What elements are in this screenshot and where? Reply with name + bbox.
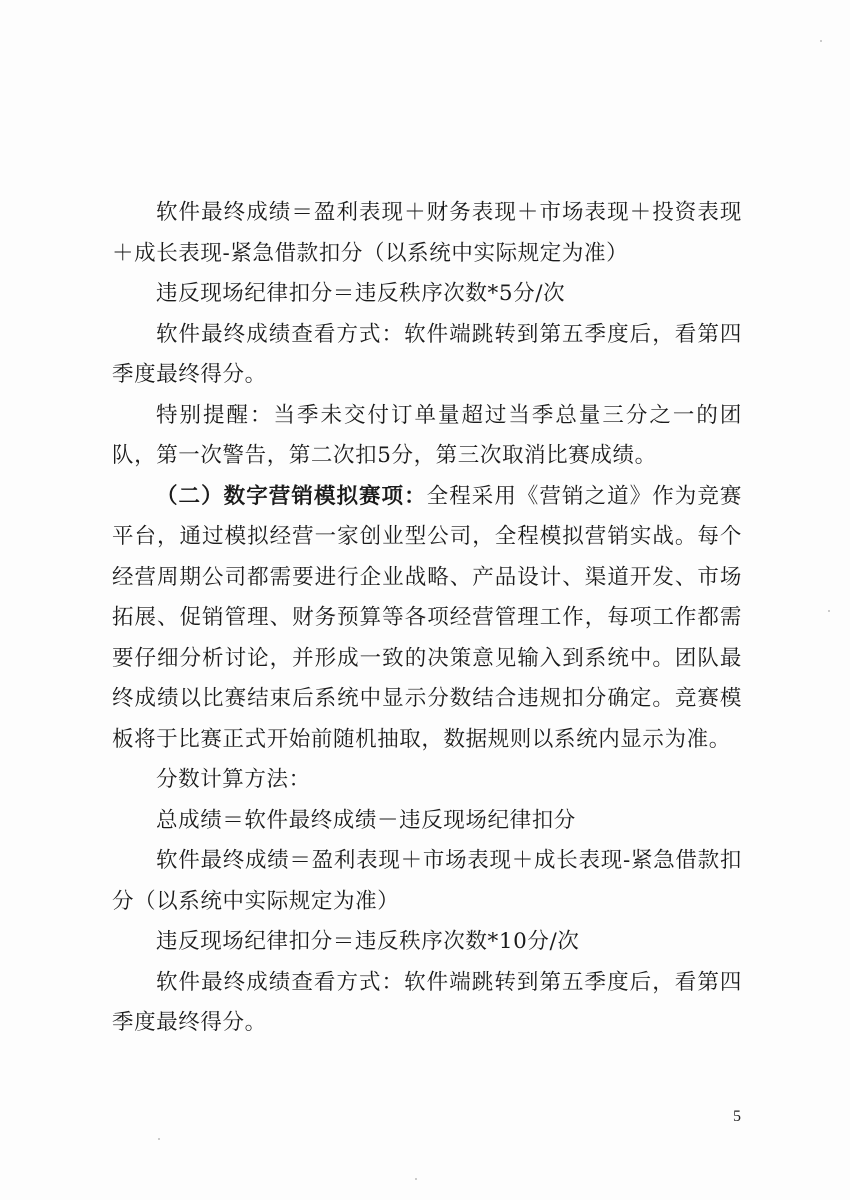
section-heading: （二）数字营销模拟赛项：: [156, 483, 427, 509]
paragraph-digital-marketing-section: [112, 477, 742, 761]
scan-speck: [158, 1138, 160, 1140]
paragraph-software-score-formula-2: 软件最终成绩＝盈利表现＋市场表现＋成长表现-紧急借款扣分（以系统中实际规定为准）: [112, 848, 742, 914]
paragraph-discipline-deduction: 违反现场纪律扣分＝违反秩序次数*5分/次: [156, 281, 566, 306]
section-body: 全程采用《营销之道》作为竞赛平台，通过模拟经营一家创业型公司，全程模拟营销实战。每个经营周期公司都需要进行企业战略、产品设计、渠道开发、市场拓展、促销管理、财务预算等各项经营管理工作，每项工作都需要仔细分析讨论，并形成一致的决策意见输入到系统中。团队最终成绩以比赛结束后系统中显示分数结合违规扣分确定。竞赛模板将于比赛正式开始前随机抽取，数据规则以系统内显示为准。: [112, 483, 742, 752]
page-number: 5: [733, 1108, 741, 1125]
document-body: [112, 193, 742, 1044]
paragraph-software-score-formula: 软件最终成绩＝盈利表现＋财务表现＋市场表现＋投资表现＋成长表现-紧急借款扣分（以系统中实际规定为准）: [112, 200, 742, 266]
paragraph-score-calc-method: 分数计算方法：: [156, 767, 311, 792]
paragraph-special-reminder: 特别提醒：当季未交付订单量超过当季总量三分之一的团队，第一次警告，第二次扣5分，第三次取消比赛成绩。: [112, 402, 742, 468]
scan-speck: [828, 610, 830, 612]
scan-speck: [820, 40, 822, 42]
scan-speck: [415, 1178, 417, 1180]
paragraph-score-view-method-2: 软件最终成绩查看方式：软件端跳转到第五季度后，看第四季度最终得分。: [112, 969, 742, 1035]
paragraph-score-view-method: 软件最终成绩查看方式：软件端跳转到第五季度后，看第四季度最终得分。: [112, 321, 742, 387]
paragraph-total-score-formula: 总成绩＝软件最终成绩－违反现场纪律扣分: [156, 807, 576, 833]
paragraph-discipline-deduction-2: 违反现场纪律扣分＝违反秩序次数*10分/次: [156, 929, 580, 954]
